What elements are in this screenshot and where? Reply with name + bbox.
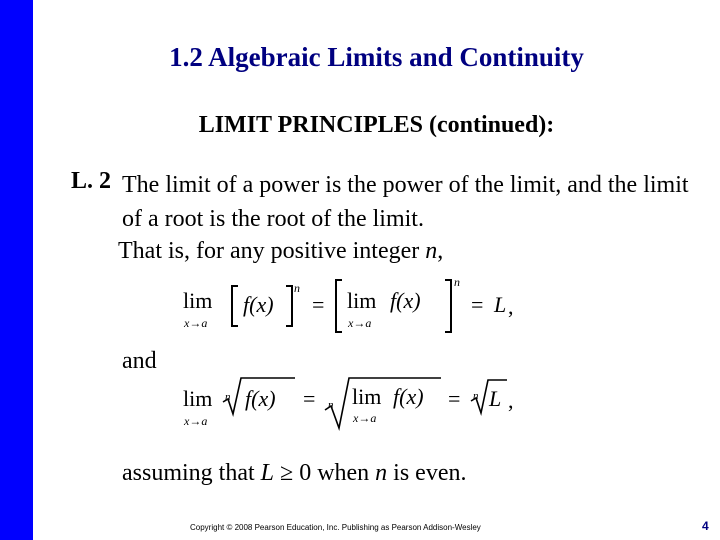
- lim-2: lim: [347, 288, 377, 313]
- that-is-line: [118, 238, 443, 265]
- radical-2: [325, 378, 441, 428]
- slide-title: 1.2 Algebraic Limits and Continuity: [169, 42, 584, 72]
- equals-4: =: [448, 386, 461, 411]
- assuming-line: [122, 460, 466, 487]
- lim-subscript-4: x→a: [353, 411, 377, 425]
- root-index-2: n: [328, 399, 334, 411]
- root-limit-formula: [175, 368, 535, 438]
- assuming-var-L: L: [260, 460, 275, 486]
- result-L-1: L: [494, 292, 507, 317]
- root-index-3: n: [473, 390, 479, 402]
- left-bracket-1: [232, 286, 238, 326]
- that-is-variable: n: [425, 238, 438, 264]
- right-bracket-1: [286, 286, 292, 326]
- fx-1: f(x): [243, 292, 274, 317]
- copyright-footer: Copyright © 2008 Pearson Education, Inc. Publishing as Pearson Addison-Wesley: [190, 523, 481, 532]
- rule-label: L. 2: [71, 168, 112, 194]
- assuming-prefix: assuming that: [122, 460, 261, 486]
- lim-subscript-1: x→a: [184, 316, 208, 330]
- lim-4: lim: [352, 384, 382, 409]
- that-is-suffix: ,: [437, 238, 444, 264]
- exponent-1: n: [294, 281, 300, 295]
- fx-4: f(x): [393, 384, 424, 409]
- assuming-suffix: is even.: [387, 460, 467, 486]
- equals-3: =: [303, 386, 316, 411]
- comma-2: ,: [508, 388, 514, 413]
- lim-3: lim: [183, 386, 213, 411]
- lim-subscript-3: x→a: [184, 414, 208, 428]
- left-accent-bar: [0, 0, 33, 540]
- assuming-middle: ≥ 0 when: [274, 460, 376, 486]
- root-index-1: n: [225, 391, 231, 403]
- left-bracket-2: [336, 280, 342, 332]
- exponent-2: n: [454, 275, 460, 289]
- comma-1: ,: [508, 294, 514, 319]
- right-bracket-2: [445, 280, 451, 332]
- equals-2: =: [471, 292, 484, 317]
- rule-text: The limit of a power is the power of the limit, and the limit of a root is the root of the limit.: [122, 172, 689, 232]
- fx-2: f(x): [390, 288, 421, 313]
- and-word: and: [122, 348, 157, 374]
- power-limit-formula: [175, 270, 535, 340]
- result-L-2: L: [489, 386, 502, 411]
- slide-subtitle: LIMIT PRINCIPLES (continued):: [198, 112, 555, 138]
- lim-1: lim: [183, 288, 213, 313]
- fx-3: f(x): [245, 386, 276, 411]
- equals-1: =: [312, 292, 325, 317]
- assuming-var-n: n: [375, 460, 388, 486]
- page-number: 4: [702, 519, 709, 533]
- that-is-prefix: That is, for any positive integer: [118, 238, 426, 264]
- lim-subscript-2: x→a: [348, 316, 372, 330]
